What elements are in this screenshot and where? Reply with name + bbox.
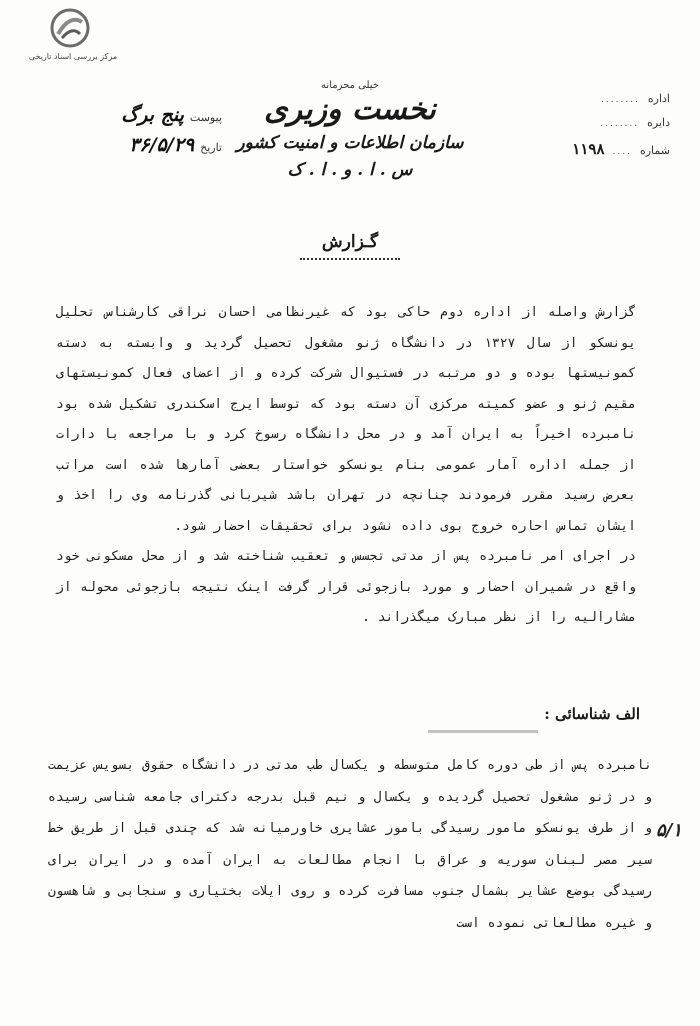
organization-name: سازمان اطلاعات و امنیت کشور	[236, 133, 464, 153]
attachment-row	[62, 104, 222, 134]
report-paragraph-1: گزارش واصله از اداره دوم حاکی بود که غیرنظامی احسان نراقی کارشناس تحلیل یونسکو از سال ۱۳۲۷ در دانشگاه ژنو مشغول تحصیل گردید و وابسته به دسته کمونیستها بوده و دو مرتبه در فستیوال شرکت کرده و از اعضای فعال کمونیستهای مقیم ژنو و عضو کمیته مرکزی آن دسته بود که توسط ایرج اسکندری تشکیل شده بود نامبرده اخیراً به ایران آمد و در محل دانشگاه رسوخ کرد و با مراجعه با دارات از جمله اداره آمار عمومی بنام یونسکو خواستار بعضی آمارها شده است مراتب بعرض رسید مقرر فرمودند چنانچه در تهران باشد شیربانی گذرنامه وی را اخذ و ایشان تماس احاره خروج بوی داده نشود برای تحقیقات احضار شود.	[56, 305, 636, 534]
letterhead-title: نخست وزیری	[264, 92, 436, 127]
report-paragraph-2: در اجرای امر نامبرده پس از مدتی تجسس و تعقیب شناخته شد و از محل مسکونی خود واقع در شمیران احضار و مورد بازجوئی قرار گرفت اینک نتیجه بازجوئی محوله از مشارالیه را از نظر مبارک میگذراند .	[56, 549, 636, 625]
identification-paragraph: نامبرده پس از طی دوره کامل متوسطه و یکسال طب مدتی در دانشگاه حقوق بسویس عزیمت و در ژنو مشغول تحصیل گردیده و یکسال و نیم قبل بدرجه دکترای جامعه شناسی رسیده و از طرف یونسکو مامور رسیدگی بامور عشایری خاورمیانه شد که چندی قبل از طریق خط سیر مصر لبنان سوریه و عراق با انجام مطالعات به ایران آمده و در ایران برای رسیدگی بوضع عشایر بشمال جنوب مسافرت کرده و روی ایلات بختیاری و سنجابی و شاهسون و غیره مطالعاتی نموده است	[48, 758, 652, 931]
dept-row	[530, 116, 670, 140]
identification-body	[48, 750, 652, 939]
organization-code: س . ا . و . ا . ک	[287, 160, 413, 180]
office-label: اداره	[647, 92, 670, 105]
date-value: ۳۶/۵/۲۹	[129, 134, 195, 156]
dept-dots: ........	[600, 119, 640, 129]
report-title-underline	[300, 258, 400, 260]
section-heading: الف شناسائی :	[544, 705, 640, 723]
classification-stamp: خیلی محرمانه	[321, 80, 379, 91]
office-dots: ........	[601, 95, 640, 105]
dept-label: دایره	[647, 116, 670, 129]
logo-caption: مرکز بررسی اسناد تاریخی	[28, 52, 118, 61]
report-body	[56, 298, 636, 634]
date-row	[62, 134, 222, 164]
section-heading-highlight	[428, 730, 538, 733]
attachment-value: پنج برگ	[121, 104, 184, 126]
number-value: ۱۱۹۸	[572, 140, 605, 158]
letterhead	[236, 80, 464, 183]
margin-handwritten-note: ۵/۱	[656, 820, 682, 841]
archive-logo	[18, 8, 128, 64]
date-label: تاریخ	[200, 141, 222, 154]
attachment-label: پیوست	[189, 111, 222, 124]
number-label: شماره	[639, 144, 670, 157]
report-title: گـزارش	[321, 232, 379, 252]
number-dots: ....	[612, 147, 632, 157]
document-center-logo-icon	[50, 8, 90, 48]
number-row	[530, 140, 670, 164]
left-meta-block	[62, 104, 222, 164]
right-meta-block	[530, 92, 670, 164]
office-row	[530, 92, 670, 116]
